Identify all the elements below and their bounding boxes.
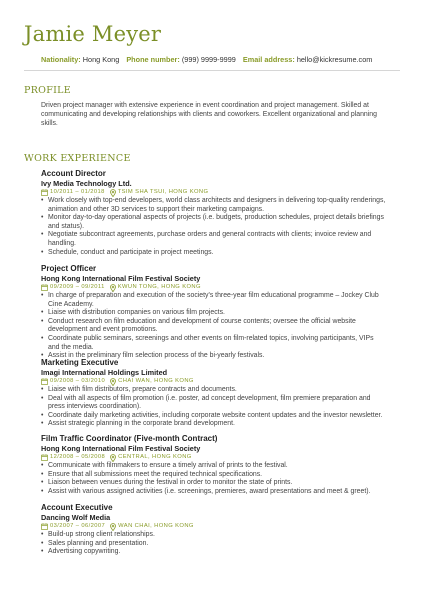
job-title: Account Executive	[41, 503, 113, 512]
list-item: • Deal with all aspects of film promotion (i.e. poster, ad concept development, film premiere preparation and press interviews coordination).	[48, 395, 386, 412]
job-end-date: 05/2008	[81, 454, 106, 460]
job-meta: 09/2008 – 03/2010 CHAI WAN, HONG KONG	[41, 377, 386, 386]
job-start-date: 12/2008	[50, 454, 74, 460]
job-bullets	[41, 386, 386, 429]
job-end-date: 01/2018	[80, 189, 105, 195]
job-entry	[41, 169, 386, 257]
job-meta: 12/2008 – 05/2008 CENTRAL, HONG KONG	[41, 453, 386, 462]
job-meta: 03/2007 – 06/2007 WAN CHAI, HONG KONG	[41, 522, 386, 531]
nationality-value: Hong Kong	[82, 55, 120, 64]
job-bullets	[41, 462, 386, 496]
calendar-icon	[41, 523, 48, 530]
list-item: • Ensure that all submissions meet the required technical specifications.	[48, 471, 386, 480]
job-entry	[41, 264, 386, 361]
job-location: CHAI WAN, HONG KONG	[118, 378, 194, 384]
calendar-icon	[41, 378, 48, 385]
list-item: • Liaise with distribution companies on various film projects.	[48, 309, 386, 318]
list-item: • Conduct research on film education and development of course contents; oversee the official website development and event promotions.	[48, 318, 386, 335]
list-item: • Monitor day-to-day operational aspects of projects (i.e. budgets, production schedules, project details briefings and status).	[48, 214, 386, 231]
profile-text: Driven project manager with extensive experience in event coordination and project management. Skilled at communicating and developing relationships with clients and coworkers. Excellent organizational and planning skills.	[41, 102, 377, 128]
job-company: Hong Kong International Film Festival Society	[41, 444, 201, 453]
calendar-icon	[41, 454, 48, 461]
job-entry	[41, 434, 386, 496]
list-item: • Build-up strong client relationships.	[48, 531, 386, 540]
job-location: CENTRAL, HONG KONG	[118, 454, 192, 460]
location-pin-icon	[110, 523, 116, 531]
location-pin-icon	[110, 189, 116, 197]
list-item: • Assist with various assigned activities (i.e. screenings, premieres, award presentations and meet & greet).	[48, 488, 386, 497]
list-item: • Negotiate subcontract agreements, purchase orders and general contracts with clients; invoice review and handling.	[48, 231, 386, 248]
job-bullets	[41, 531, 386, 557]
list-item: • Advertising copywriting.	[48, 548, 386, 557]
list-item: • Schedule, conduct and participate in project meetings.	[48, 249, 386, 258]
job-title: Film Traffic Coordinator (Five-month Contract)	[41, 434, 218, 443]
job-title: Account Director	[41, 169, 106, 178]
job-bullets	[41, 292, 386, 361]
job-start-date: 10/2011	[50, 189, 74, 195]
job-end-date: 03/2010	[81, 378, 106, 384]
phone-label: Phone number:	[126, 55, 180, 64]
header-divider	[24, 70, 400, 71]
list-item: • Sales planning and presentation.	[48, 540, 386, 549]
phone-value: (999) 9999-9999	[181, 55, 236, 64]
job-end-date: 09/2011	[81, 284, 105, 290]
job-location: WAN CHAI, HONG KONG	[118, 523, 194, 529]
job-meta: 09/2009 – 09/2011 KWUN TONG, HONG KONG	[41, 283, 386, 292]
job-location: KWUN TONG, HONG KONG	[117, 284, 201, 290]
list-item: • Liaise with film distributors, prepare contracts and documents.	[48, 386, 386, 395]
job-title: Marketing Executive	[41, 358, 119, 367]
list-item: • In charge of preparation and execution of the society's three-year film educational programme – Jockey Club Cine Academy.	[48, 292, 386, 309]
location-pin-icon	[110, 378, 116, 386]
job-title: Project Officer	[41, 264, 97, 273]
job-company: Ivy Media Technology Ltd.	[41, 179, 132, 188]
job-bullets	[41, 197, 386, 257]
candidate-name: Jamie Meyer	[24, 22, 162, 46]
job-entry	[41, 358, 386, 429]
job-company: Imagi International Holdings Limited	[41, 368, 168, 377]
calendar-icon	[41, 189, 48, 196]
work-experience-section-title: WORK EXPERIENCE	[24, 153, 131, 164]
email-value[interactable]: hello@kickresume.com	[296, 55, 373, 64]
job-meta: 10/2011 – 01/2018 TSIM SHA TSUI, HONG KONG	[41, 188, 386, 197]
list-item: • Assist strategic planning in the corporate brand development.	[48, 420, 386, 429]
calendar-icon	[41, 284, 48, 291]
job-company: Hong Kong International Film Festival Society	[41, 274, 201, 283]
job-start-date: 09/2008	[50, 378, 74, 384]
list-item: • Work closely with top-end developers, world class architects and designers in delivering top-quality renderings, animation and other 3D services to support their marketing campaigns.	[48, 197, 386, 214]
nationality-label: Nationality:	[41, 55, 81, 64]
location-pin-icon	[110, 454, 116, 462]
list-item: • Liaison between venues during the festival in order to monitor the state of prints.	[48, 479, 386, 488]
list-item: • Communicate with filmmakers to ensure a timely arrival of prints to the festival.	[48, 462, 386, 471]
contact-line	[41, 55, 377, 64]
job-entry	[41, 503, 386, 557]
email-label: Email address:	[242, 55, 295, 64]
job-start-date: 03/2007	[50, 523, 74, 529]
list-item: • Assist in the preliminary film selection process of the bi-yearly festivals.	[48, 352, 386, 361]
job-end-date: 06/2007	[81, 523, 106, 529]
list-item: • Coordinate public seminars, screenings and other events on film-related topics, involving participants, VIPs and the media.	[48, 335, 386, 352]
job-start-date: 09/2009	[50, 284, 74, 290]
list-item: • Coordinate daily marketing activities, including corporate website content updates and the investor newsletter.	[48, 412, 386, 421]
location-pin-icon	[110, 284, 116, 292]
job-company: Dancing Wolf Media	[41, 513, 111, 522]
profile-section-title: PROFILE	[24, 85, 72, 96]
job-location: TSIM SHA TSUI, HONG KONG	[117, 189, 209, 195]
